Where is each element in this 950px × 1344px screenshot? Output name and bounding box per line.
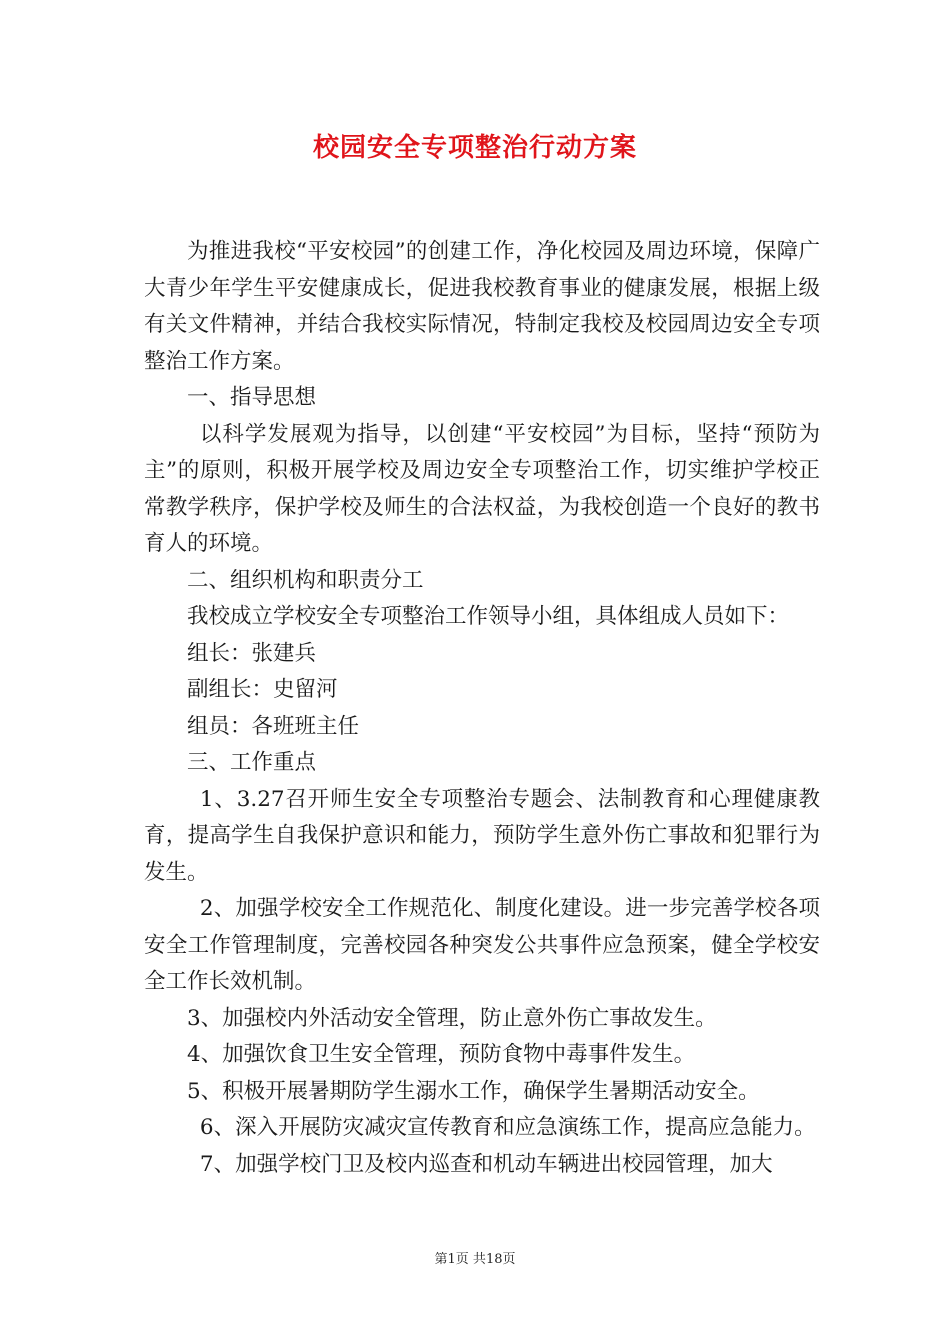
key-work-item-4: 4、加强饮食卫生安全管理，预防食物中毒事件发生。 bbox=[187, 1042, 696, 1067]
footer-prefix: 第 bbox=[434, 1252, 448, 1267]
total-pages-number: 18 bbox=[485, 1252, 503, 1267]
section-heading-guiding-thought: 一、指导思想 bbox=[187, 385, 317, 410]
document-title: 校园安全专项整治行动方案 bbox=[312, 133, 637, 163]
footer-middle: 页 共 bbox=[455, 1252, 486, 1267]
paragraph-intro: 为推进我校“平安校园”的创建工作，净化校园及周边环境，保障广大青少年学生平安健康成长，促进我校教育事业的健康发展，根据上级有关文件精神，并结合我校实际情况，特制定我校及校园周边安全专项整治工作方案。 bbox=[144, 239, 820, 374]
key-work-item-1: 1、3.27召开师生安全专项整治专题会、法制教育和心理健康教育，提高学生自我保护意识和能力，预防学生意外伤亡事故和犯罪行为发生。 bbox=[144, 786, 820, 885]
section-heading-organization: 二、组织机构和职责分工 bbox=[187, 567, 424, 593]
paragraph-guiding-thought: 以科学发展观为指导，以创建“平安校园”为目标，坚持“预防为主”的原则，积极开展学校及周边安全专项整治工作，切实维护学校正常教学秩序，保护学校及师生的合法权益，为我校创造一个良好的教书育人的环境。 bbox=[144, 421, 820, 556]
key-work-item-5: 5、积极开展暑期防学生溺水工作，确保学生暑期活动安全。 bbox=[187, 1078, 760, 1104]
key-work-item-6: 6、深入开展防灾减灾宣传教育和应急演练工作，提高应急能力。 bbox=[199, 1115, 816, 1140]
footer-suffix: 页 bbox=[502, 1252, 516, 1267]
document-body bbox=[144, 234, 820, 1183]
key-work-item-2: 2、加强学校安全工作规范化、制度化建设。进一步完善学校各项安全工作管理制度，完善校园各种突发公共事件应急预案，健全学校安全工作长效机制。 bbox=[144, 896, 820, 994]
deputy-leader-line: 副组长：史留河 bbox=[187, 677, 338, 702]
key-work-item-3: 3、加强校内外活动安全管理，防止意外伤亡事故发生。 bbox=[187, 1005, 717, 1031]
members-line: 组员：各班班主任 bbox=[187, 713, 360, 739]
section-heading-key-work: 三、工作重点 bbox=[187, 750, 317, 775]
leader-line: 组长：张建兵 bbox=[187, 640, 317, 666]
page-footer bbox=[0, 1248, 950, 1267]
key-work-item-7: 7、加强学校门卫及校内巡查和机动车辆进出校园管理，加大 bbox=[199, 1151, 773, 1177]
paragraph-organization: 我校成立学校安全专项整治工作领导小组，具体组成人员如下： bbox=[187, 604, 790, 629]
current-page-number: 1 bbox=[447, 1252, 456, 1267]
